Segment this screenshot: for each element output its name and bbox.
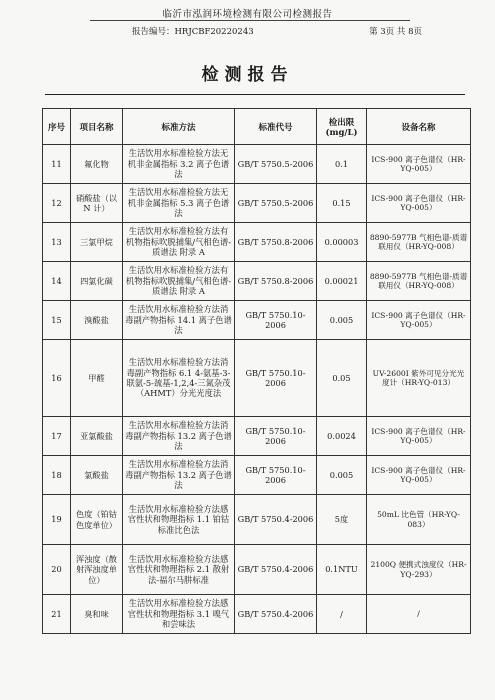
- cell-no: 18: [43, 456, 71, 495]
- cell-equipment: ICS-900 离子色谱仪（HR-YQ-005）: [367, 184, 471, 223]
- cell-method: 生活饮用水标准检验方法消毒副产物指标 6.1 4-氨基-3-联氨-5-巯基-1,2,4-三氮杂茂（AHMT）分光光度法: [123, 340, 235, 417]
- cell-item: 色度（铂钴色度单位）: [71, 495, 123, 545]
- cell-method: 生活饮用水标准检验方法无机非金属指标 3.2 离子色谱法: [123, 145, 235, 184]
- cell-method: 生活饮用水标准检验方法感官性状和物理指标 1.1 铂钴标准比色法: [123, 495, 235, 545]
- table-header-row: [43, 109, 471, 145]
- cell-code: GB/T 5750.4-2006: [235, 545, 317, 595]
- cell-equipment: 50mL 比色管（HR-YQ-083）: [367, 495, 471, 545]
- cell-method: 生活饮用水标准检验方法消毒副产物指标 14.1 离子色谱法: [123, 301, 235, 340]
- col-header-item: 项目名称: [71, 109, 123, 145]
- cell-method: 生活饮用水标准检验方法有机物指标吹脱捕集/气相色谱-质谱法 附录 A: [123, 223, 235, 262]
- cell-method: 生活饮用水标准检验方法感官性状和物理指标 3.1 嗅气和尝味法: [123, 595, 235, 634]
- cell-limit: 0.005: [317, 456, 367, 495]
- table-row: [43, 262, 471, 301]
- table-row: [43, 595, 471, 634]
- cell-no: 15: [43, 301, 71, 340]
- cell-code: GB/T 5750.5-2006: [235, 145, 317, 184]
- cell-no: 16: [43, 340, 71, 417]
- header-divider: [90, 20, 410, 21]
- cell-item: 三氯甲烷: [71, 223, 123, 262]
- cell-code: GB/T 5750.10-2006: [235, 417, 317, 456]
- report-number: 报告编号：HRJCBF20220243: [132, 27, 254, 37]
- report-meta: [132, 25, 422, 37]
- table-body: [43, 145, 471, 634]
- cell-code: GB/T 5750.4-2006: [235, 495, 317, 545]
- cell-equipment: ICS-900 离子色谱仪（HR-YQ-005）: [367, 417, 471, 456]
- cell-no: 12: [43, 184, 71, 223]
- cell-method: 生活饮用水标准检验方法感官性状和物理指标 2.1 散射法-福尔马肼标准: [123, 545, 235, 595]
- table-row: [43, 223, 471, 262]
- cell-equipment: ICS-900 离子色谱仪（HR-YQ-005）: [367, 145, 471, 184]
- table-row: [43, 456, 471, 495]
- detection-table: [42, 108, 471, 634]
- cell-method: 生活饮用水标准检验方法消毒副产物指标 13.2 离子色谱法: [123, 456, 235, 495]
- table-row: [43, 184, 471, 223]
- cell-no: 11: [43, 145, 71, 184]
- col-header-code: 标准代号: [235, 109, 317, 145]
- cell-method: 生活饮用水标准检验方法消毒副产物指标 13.2 离子色谱法: [123, 417, 235, 456]
- table-row: [43, 545, 471, 595]
- cell-equipment: 2100Q 便携式浊度仪（HR-YQ-293）: [367, 545, 471, 595]
- cell-equipment: UV-2600I 紫外可见分光光度计（HR-YQ-013）: [367, 340, 471, 417]
- cell-code: GB/T 5750.8-2006: [235, 223, 317, 262]
- cell-item: 臭和味: [71, 595, 123, 634]
- cell-code: GB/T 5750.4-2006: [235, 595, 317, 634]
- cell-limit: 0.1NTU: [317, 545, 367, 595]
- cell-no: 14: [43, 262, 71, 301]
- cell-limit: 0.00003: [317, 223, 367, 262]
- cell-no: 17: [43, 417, 71, 456]
- cell-item: 硝酸盐（以 N 计）: [71, 184, 123, 223]
- cell-item: 氯酸盐: [71, 456, 123, 495]
- cell-equipment: ICS-900 离子色谱仪（HR-YQ-005）: [367, 456, 471, 495]
- cell-no: 20: [43, 545, 71, 595]
- cell-limit: 5度: [317, 495, 367, 545]
- cell-no: 21: [43, 595, 71, 634]
- cell-equipment: ICS-900 离子色谱仪（HR-YQ-005）: [367, 301, 471, 340]
- cell-equipment: 8890-5977B 气相色谱-质谱联用仪（HR-YQ-008）: [367, 223, 471, 262]
- cell-limit: 0.1: [317, 145, 367, 184]
- cell-equipment: /: [367, 595, 471, 634]
- cell-item: 四氯化碳: [71, 262, 123, 301]
- cell-code: GB/T 5750.5-2006: [235, 184, 317, 223]
- cell-method: 生活饮用水标准检验方法无机非金属指标 5.3 离子色谱法: [123, 184, 235, 223]
- report-title: 检测报告: [201, 65, 294, 85]
- cell-limit: 0.005: [317, 301, 367, 340]
- cell-no: 13: [43, 223, 71, 262]
- title-rule: [45, 94, 465, 95]
- cell-item: 甲醛: [71, 340, 123, 417]
- cell-limit: /: [317, 595, 367, 634]
- cell-item: 氟化物: [71, 145, 123, 184]
- cell-limit: 0.00021: [317, 262, 367, 301]
- cell-limit: 0.05: [317, 340, 367, 417]
- cell-code: GB/T 5750.10-2006: [235, 340, 317, 417]
- table-row: [43, 417, 471, 456]
- col-header-limit: 检出限 (mg/L): [317, 109, 367, 145]
- company-header: 临沂市泓润环境检测有限公司检测报告: [162, 9, 333, 20]
- cell-item: 浑浊度（散射浑浊度单位）: [71, 545, 123, 595]
- cell-code: GB/T 5750.10-2006: [235, 456, 317, 495]
- col-header-no: 序号: [43, 109, 71, 145]
- cell-limit: 0.0024: [317, 417, 367, 456]
- col-header-method: 标准方法: [123, 109, 235, 145]
- page-indicator: 第 3页 共 8页: [369, 27, 422, 37]
- table-row: [43, 340, 471, 417]
- cell-code: GB/T 5750.8-2006: [235, 262, 317, 301]
- table-row: [43, 301, 471, 340]
- cell-item: 亚氯酸盐: [71, 417, 123, 456]
- cell-method: 生活饮用水标准检验方法有机物指标吹脱捕集/气相色谱-质谱法 附录 A: [123, 262, 235, 301]
- table-row: [43, 145, 471, 184]
- table-row: [43, 495, 471, 545]
- cell-item: 溴酸盐: [71, 301, 123, 340]
- cell-no: 19: [43, 495, 71, 545]
- col-header-equipment: 设备名称: [367, 109, 471, 145]
- cell-limit: 0.15: [317, 184, 367, 223]
- cell-equipment: 8890-5977B 气相色谱-质谱联用仪（HR-YQ-008）: [367, 262, 471, 301]
- cell-code: GB/T 5750.10-2006: [235, 301, 317, 340]
